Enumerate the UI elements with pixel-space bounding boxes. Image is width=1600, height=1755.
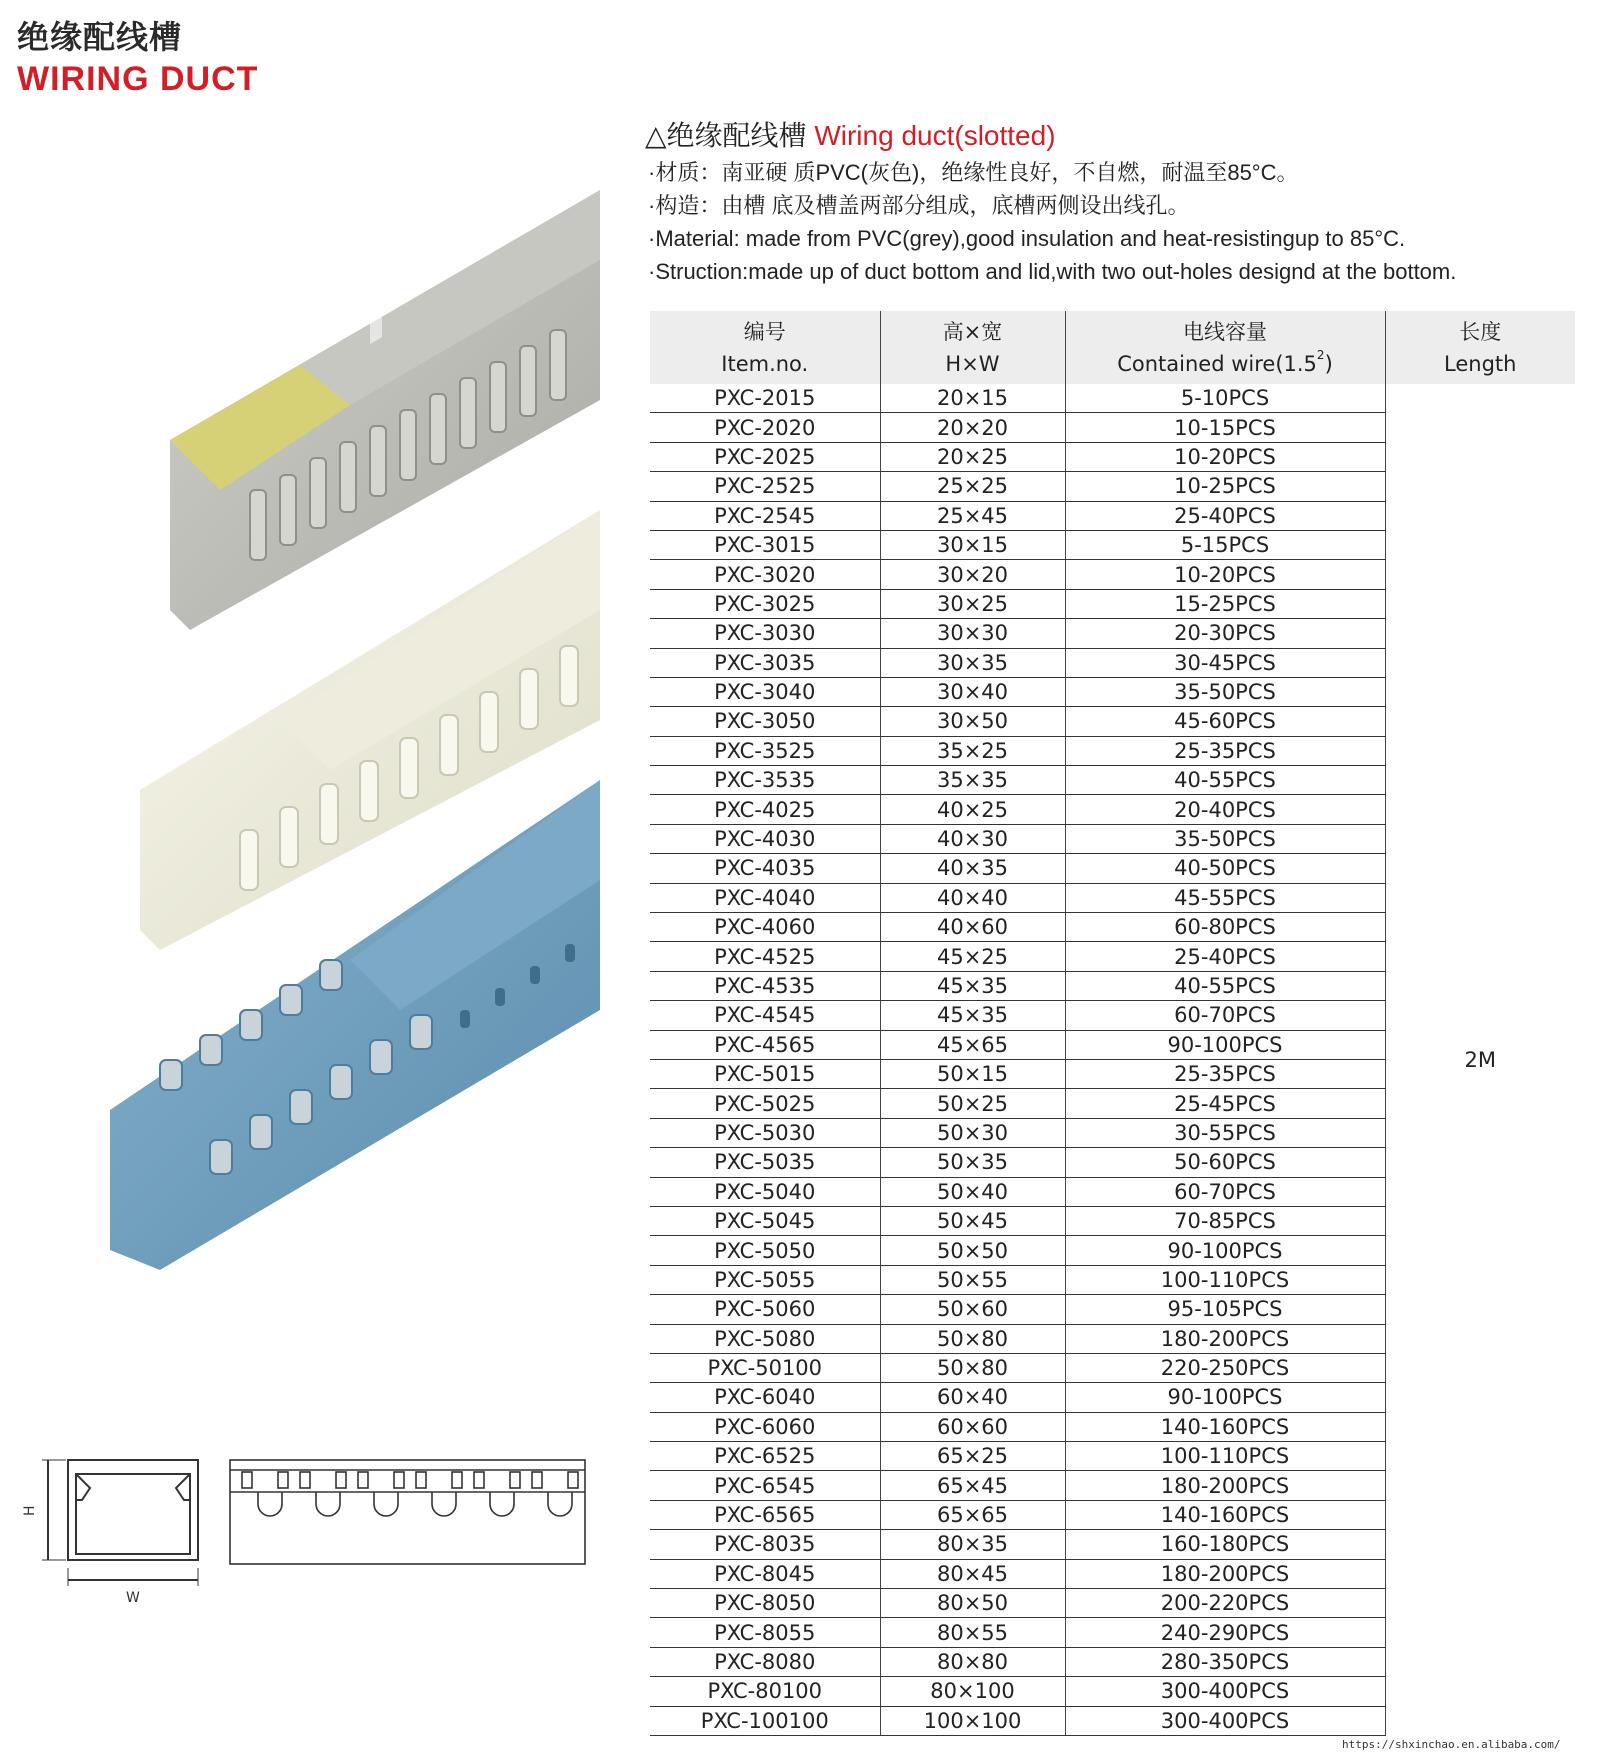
cell-item-no: PXC-8035 [650,1530,880,1559]
cell-item-no: PXC-50100 [650,1353,880,1382]
cell-size: 80×50 [880,1589,1065,1618]
cell-wire-capacity: 70-85PCS [1065,1206,1385,1235]
cell-item-no: PXC-3535 [650,766,880,795]
cell-size: 25×25 [880,472,1065,501]
cell-item-no: PXC-3525 [650,736,880,765]
cell-wire-capacity: 10-15PCS [1065,413,1385,442]
cell-item-no: PXC-4025 [650,795,880,824]
section-heading-cn: △绝缘配线槽 [645,120,815,151]
cell-size: 40×30 [880,824,1065,853]
feature-bullets [648,156,1456,288]
cell-wire-capacity: 35-50PCS [1065,677,1385,706]
cell-size: 40×40 [880,883,1065,912]
cell-wire-capacity: 90-100PCS [1065,1030,1385,1059]
cell-wire-capacity: 25-35PCS [1065,1059,1385,1088]
cell-size: 60×40 [880,1383,1065,1412]
spec-table-body [650,384,1575,1735]
header-item-cn: 编号 [743,319,786,344]
cell-size: 45×35 [880,1001,1065,1030]
section-heading-en: Wiring duct(slotted) [814,120,1056,151]
header-wire-cn: 电线容量 [1183,319,1267,344]
cell-item-no: PXC-3025 [650,589,880,618]
cell-size: 50×45 [880,1206,1065,1235]
cell-length: 2M [1464,1047,1496,1072]
cell-size: 50×40 [880,1177,1065,1206]
cell-item-no: PXC-5045 [650,1206,880,1235]
cell-size: 20×25 [880,442,1065,471]
cell-wire-capacity: 90-100PCS [1065,1383,1385,1412]
cell-wire-capacity: 20-30PCS [1065,619,1385,648]
cell-item-no: PXC-5060 [650,1295,880,1324]
cell-item-no: PXC-80100 [650,1677,880,1706]
cell-wire-capacity: 40-50PCS [1065,854,1385,883]
cell-size: 50×50 [880,1236,1065,1265]
cell-wire-capacity: 220-250PCS [1065,1353,1385,1382]
table-row [650,384,1575,413]
bullet-structure-cn: ·构造：由槽 底及槽盖两部分组成，底槽两侧设出线孔。 [648,193,1190,218]
spec-table [650,311,1575,1736]
cell-wire-capacity: 180-200PCS [1065,1559,1385,1588]
cell-item-no: PXC-8045 [650,1559,880,1588]
cell-wire-capacity: 100-110PCS [1065,1442,1385,1471]
cell-item-no: PXC-2545 [650,501,880,530]
cell-size: 20×20 [880,413,1065,442]
cell-size: 30×15 [880,530,1065,559]
dimension-label-h: H [22,1505,38,1516]
cell-wire-capacity: 160-180PCS [1065,1530,1385,1559]
cell-wire-capacity: 180-200PCS [1065,1324,1385,1353]
cell-item-no: PXC-5040 [650,1177,880,1206]
cell-size: 60×60 [880,1412,1065,1441]
cell-size: 20×15 [880,384,1065,413]
cell-wire-capacity: 5-10PCS [1065,384,1385,413]
cell-wire-capacity: 100-110PCS [1065,1265,1385,1294]
page-title-en: WIRING DUCT [17,60,259,98]
cell-item-no: PXC-4030 [650,824,880,853]
header-size [880,311,1065,384]
cell-item-no: PXC-4040 [650,883,880,912]
cell-size: 40×35 [880,854,1065,883]
bullet-structure-en: ·Struction:made up of duct bottom and lid,with two out-holes designd at the bottom. [648,259,1457,284]
bullet-material-en: ·Material: made from PVC(grey),good insulation and heat-resistingup to 85°C. [648,226,1406,251]
cell-size: 45×35 [880,971,1065,1000]
cell-item-no: PXC-6060 [650,1412,880,1441]
cell-wire-capacity: 40-55PCS [1065,766,1385,795]
cell-wire-capacity: 25-40PCS [1065,501,1385,530]
cell-wire-capacity: 20-40PCS [1065,795,1385,824]
cell-size: 40×60 [880,913,1065,942]
header-length [1385,311,1575,384]
cell-item-no: PXC-3030 [650,619,880,648]
cell-item-no: PXC-100100 [650,1706,880,1735]
cell-wire-capacity: 60-80PCS [1065,913,1385,942]
cell-item-no: PXC-3020 [650,560,880,589]
header-size-en: H×W [945,351,1000,376]
cell-wire-capacity: 10-25PCS [1065,472,1385,501]
cell-size: 30×50 [880,707,1065,736]
cell-size: 30×25 [880,589,1065,618]
cell-wire-capacity: 25-45PCS [1065,1089,1385,1118]
header-wire-en [1066,348,1385,380]
cell-wire-capacity: 40-55PCS [1065,971,1385,1000]
cell-wire-capacity: 280-350PCS [1065,1647,1385,1676]
cell-size: 80×55 [880,1618,1065,1647]
cell-item-no: PXC-4535 [650,971,880,1000]
cell-item-no: PXC-8055 [650,1618,880,1647]
cell-item-no: PXC-5055 [650,1265,880,1294]
spec-table-header [650,311,1575,384]
cell-item-no: PXC-4035 [650,854,880,883]
cell-item-no: PXC-6040 [650,1383,880,1412]
cell-wire-capacity: 300-400PCS [1065,1677,1385,1706]
cell-size: 50×25 [880,1089,1065,1118]
cell-item-no: PXC-5035 [650,1148,880,1177]
cell-size: 65×65 [880,1500,1065,1529]
cell-item-no: PXC-8080 [650,1647,880,1676]
cell-size: 50×15 [880,1059,1065,1088]
cell-size: 25×45 [880,501,1065,530]
cell-wire-capacity: 140-160PCS [1065,1412,1385,1441]
header-wire-sup: 2 [1316,347,1325,362]
cell-item-no: PXC-3040 [650,677,880,706]
header-length-en: Length [1444,351,1517,376]
cell-wire-capacity: 300-400PCS [1065,1706,1385,1735]
cell-wire-capacity: 200-220PCS [1065,1589,1385,1618]
cross-section-drawings [20,1440,600,1620]
cell-size: 45×65 [880,1030,1065,1059]
cell-size: 80×100 [880,1677,1065,1706]
cell-wire-capacity: 25-40PCS [1065,942,1385,971]
cell-wire-capacity: 30-55PCS [1065,1118,1385,1147]
cell-wire-capacity: 60-70PCS [1065,1001,1385,1030]
cell-item-no: PXC-2015 [650,384,880,413]
cell-wire-capacity: 60-70PCS [1065,1177,1385,1206]
cell-size: 65×25 [880,1442,1065,1471]
cell-wire-capacity: 35-50PCS [1065,824,1385,853]
cell-item-no: PXC-4525 [650,942,880,971]
cell-wire-capacity: 240-290PCS [1065,1618,1385,1647]
cell-wire-capacity: 15-25PCS [1065,589,1385,618]
cell-wire-capacity: 30-45PCS [1065,648,1385,677]
cell-size: 30×35 [880,648,1065,677]
cell-item-no: PXC-4545 [650,1001,880,1030]
cell-size: 50×30 [880,1118,1065,1147]
cell-size: 50×80 [880,1324,1065,1353]
cell-wire-capacity: 50-60PCS [1065,1148,1385,1177]
cell-size: 35×35 [880,766,1065,795]
cell-item-no: PXC-5050 [650,1236,880,1265]
cell-size: 30×40 [880,677,1065,706]
cell-item-no: PXC-8050 [650,1589,880,1618]
cell-item-no: PXC-5030 [650,1118,880,1147]
cell-size: 65×45 [880,1471,1065,1500]
cell-wire-capacity: 180-200PCS [1065,1471,1385,1500]
cell-size: 100×100 [880,1706,1065,1735]
cell-wire-capacity: 10-20PCS [1065,560,1385,589]
cell-size: 40×25 [880,795,1065,824]
cell-item-no: PXC-5080 [650,1324,880,1353]
cell-item-no: PXC-6545 [650,1471,880,1500]
cell-size: 80×35 [880,1530,1065,1559]
cell-size: 50×60 [880,1295,1065,1324]
cell-item-no: PXC-3050 [650,707,880,736]
cell-size: 50×35 [880,1148,1065,1177]
cell-size: 45×25 [880,942,1065,971]
header-wire-en-text: Contained wire(1.5 [1117,351,1317,376]
cell-item-no: PXC-6565 [650,1500,880,1529]
header-item-en: Item.no. [721,351,809,376]
cell-item-no: PXC-5015 [650,1059,880,1088]
cell-wire-capacity: 90-100PCS [1065,1236,1385,1265]
cell-item-no: PXC-6525 [650,1442,880,1471]
header-wire [1065,311,1385,384]
cell-wire-capacity: 25-35PCS [1065,736,1385,765]
dimension-label-w: W [126,1590,140,1606]
cell-wire-capacity: 10-20PCS [1065,442,1385,471]
bullet-material-cn: ·材质：南亚硬 质PVC(灰色)，绝缘性良好，不自燃，耐温至85°C。 [648,160,1299,185]
product-photos [100,190,600,1270]
cell-wire-capacity: 95-105PCS [1065,1295,1385,1324]
cell-wire-capacity: 140-160PCS [1065,1500,1385,1529]
header-length-cn: 长度 [1459,319,1502,344]
cell-size: 80×80 [880,1647,1065,1676]
footer-url: https://shxinchao.en.alibaba.com/ [1342,1738,1561,1751]
cell-size: 50×80 [880,1353,1065,1382]
cell-size: 80×45 [880,1559,1065,1588]
cell-size: 30×30 [880,619,1065,648]
header-wire-close: ) [1324,351,1333,376]
cell-item-no: PXC-5025 [650,1089,880,1118]
page-title-cn: 绝缘配线槽 [17,19,183,55]
header-size-cn: 高×宽 [942,319,1003,344]
cell-item-no: PXC-2020 [650,413,880,442]
cell-size: 30×20 [880,560,1065,589]
cell-item-no: PXC-3035 [650,648,880,677]
cell-item-no: PXC-4565 [650,1030,880,1059]
cell-item-no: PXC-3015 [650,530,880,559]
side-view-profile [230,1460,585,1564]
section-heading [645,114,1056,154]
cell-wire-capacity: 45-55PCS [1065,883,1385,912]
cell-item-no: PXC-2025 [650,442,880,471]
cell-wire-capacity: 45-60PCS [1065,707,1385,736]
header-item-no [650,311,880,384]
cell-item-no: PXC-4060 [650,913,880,942]
cross-section-profile [42,1460,198,1586]
cell-wire-capacity: 5-15PCS [1065,530,1385,559]
cell-size: 35×25 [880,736,1065,765]
cell-item-no: PXC-2525 [650,472,880,501]
cell-size: 50×55 [880,1265,1065,1294]
